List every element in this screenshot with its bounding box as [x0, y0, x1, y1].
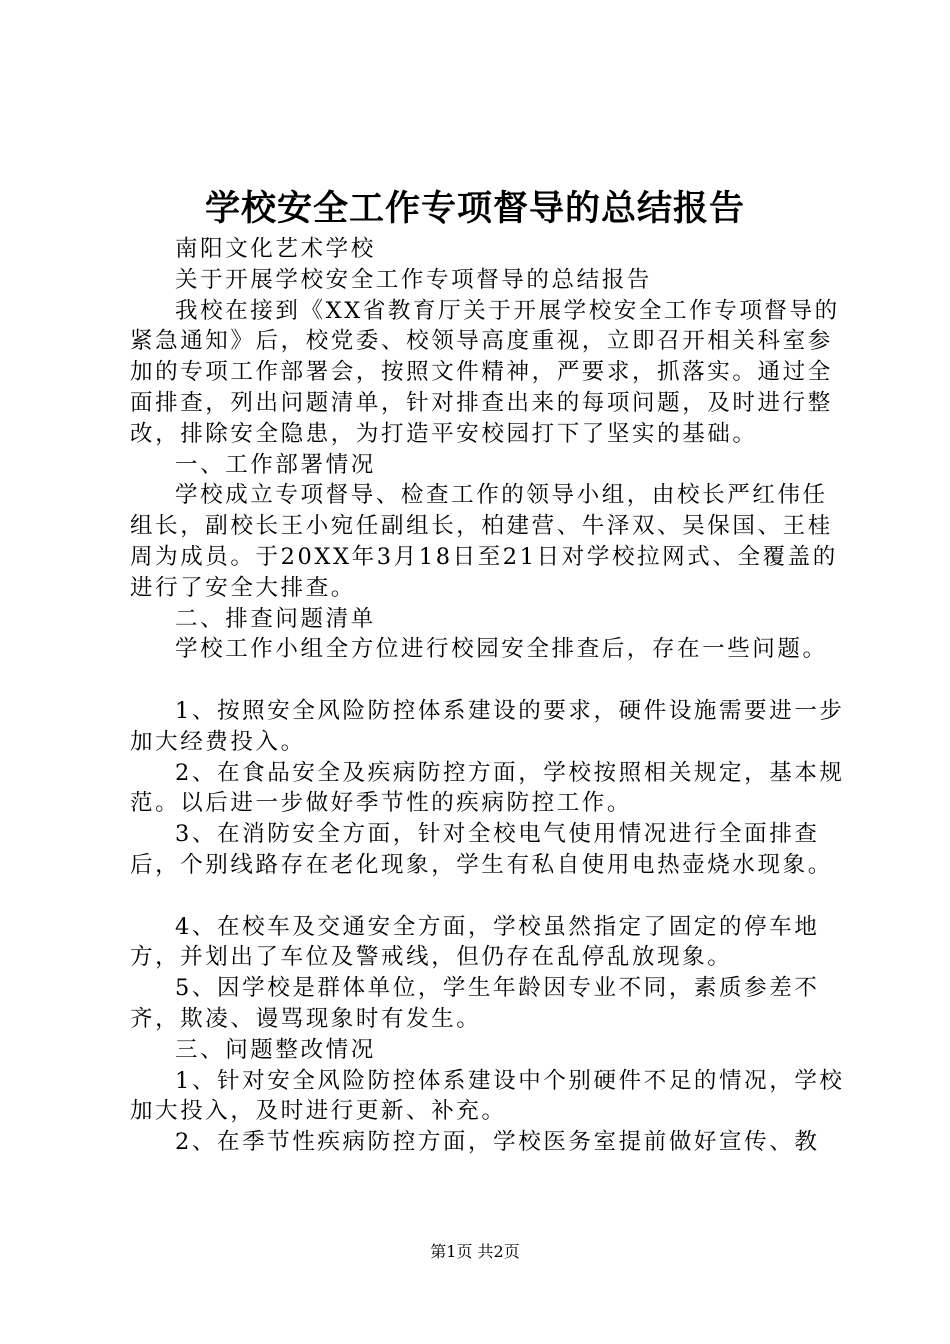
intro-paragraph: 我校在接到《XX省教育厅关于开展学校安全工作专项督导的紧急通知》后，校党委、校领导高度重视，立即召开相关科室参加的专项工作部署会，按照文件精神，严要求，抓落实。通过全面排查，列出问题清单，针对排查出来的每项问题，及时进行整改，排除安全隐患，为打造平安校园打下了坚实的基础。: [130, 297, 840, 447]
section-heading-3: 三、问题整改情况: [175, 1036, 376, 1063]
report-subtitle: 关于开展学校安全工作专项督导的总结报告: [175, 266, 652, 293]
section-heading-2: 二、排查问题清单: [175, 605, 376, 632]
issue-item-5: 5、因学校是群体单位，学生年龄因专业不同，素质参差不齐，欺凌、谩骂现象时有发生。: [130, 975, 820, 1032]
section-2-intro: 学校工作小组全方位进行校园安全排查后，存在一些问题。: [175, 636, 828, 663]
page-footer: 第1页 共2页: [430, 1242, 520, 1261]
school-name: 南阳文化艺术学校: [175, 236, 376, 262]
fix-item-2: 2、在季节性疾病防控方面，学校医务室提前做好宣传、教: [175, 1129, 820, 1156]
blank-line: [130, 881, 850, 912]
document-title: 学校安全工作专项督导的总结报告: [204, 189, 745, 229]
section-1-paragraph: 学校成立专项督导、检查工作的领导小组，由校长严红伟任组长，副校长王小宛任副组长，柏建营、牛泽双、吴保国、王桂周为成员。于20XX年3月18日至21日对学校拉网式、全覆盖的进行了安全大排查。: [130, 482, 838, 601]
document-body: [130, 234, 850, 1158]
fix-item-1: 1、针对安全风险防控体系建设中个别硬件不足的情况，学校加大投入，及时进行更新、补充。: [130, 1067, 845, 1125]
blank-line: [130, 665, 850, 696]
section-heading-1: 一、工作部署情况: [175, 451, 376, 478]
issue-item-2: 2、在食品安全及疾病防控方面，学校按照相关规定，基本规范。以后进一步做好季节性的疾病防控工作。: [130, 759, 845, 817]
issue-item-3: 3、在消防安全方面，针对全校电气使用情况进行全面排查后，个别线路存在老化现象，学生有私自使用电热壶烧水现象。: [130, 821, 833, 878]
issue-item-1: 1、按照安全风险防控体系建设的要求，硬件设施需要进一步加大经费投入。: [130, 697, 845, 755]
issue-item-4: 4、在校车及交通安全方面，学校虽然指定了固定的停车地方，并划出了车位及警戒线，但仍存在乱停乱放现象。: [130, 913, 820, 971]
